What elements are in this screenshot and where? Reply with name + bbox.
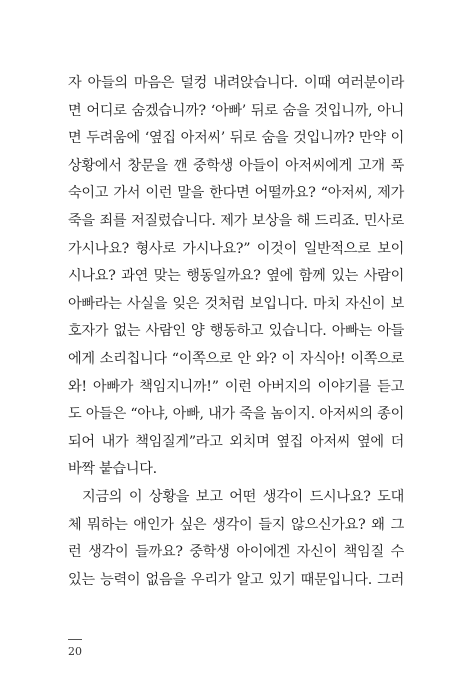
text-line: 아빠라는 사실을 잊은 것처럼 보입니다. 마치 자신이 보 bbox=[68, 295, 404, 312]
text-line: 면 두려움에 ‘옆집 아저씨’ 뒤로 숨을 것입니까? 만약 이 bbox=[68, 130, 404, 147]
paragraph-start-line: 지금의 이 상황을 보고 어떤 생각이 드시나요? 도대 bbox=[82, 488, 404, 505]
page-number: 20 bbox=[68, 645, 82, 658]
text-line: 런 생각이 들까요? 중학생 아이에겐 자신이 책임질 수 bbox=[68, 544, 404, 561]
text-line: 죽을 죄를 저질렀습니다. 제가 보상을 해 드리죠. 민사로 bbox=[68, 212, 404, 229]
text-line: 상황에서 창문을 깬 중학생 아들이 아저씨에게 고개 푹 bbox=[68, 157, 404, 174]
text-line: 에게 소리칩니다 “이쪽으로 안 와? 이 자식아! 이쪽으로 bbox=[68, 350, 404, 367]
text-line: 호자가 없는 사람인 양 행동하고 있습니다. 아빠는 아들 bbox=[68, 323, 404, 340]
footer-rule bbox=[68, 639, 82, 640]
text-line: 자 아들의 마음은 덜컹 내려앉습니다. 이때 여러분이라 bbox=[68, 75, 404, 91]
text-line: 있는 능력이 없음을 우리가 알고 있기 때문입니다. 그러 bbox=[68, 571, 404, 588]
text-line: 도 아들은 “아냐, 아빠, 내가 죽을 놈이지. 아저씨의 종이 bbox=[68, 406, 404, 423]
body-text bbox=[68, 70, 404, 594]
text-line: 와! 아빠가 책임지니까!” 이런 아버지의 이야기를 듣고 bbox=[68, 378, 404, 395]
text-line: 체 뭐하는 애인가 싶은 생각이 들지 않으신가요? 왜 그 bbox=[68, 516, 404, 533]
text-line: 면 어디로 숨겠습니까? ‘아빠’ 뒤로 숨을 것입니까, 아니 bbox=[68, 102, 404, 119]
text-line: 가시나요? 형사로 가시나요?” 이것이 일반적으로 보이 bbox=[68, 240, 404, 257]
text-line: 시나요? 과연 맞는 행동일까요? 옆에 함께 있는 사람이 bbox=[68, 268, 404, 285]
text-line: 되어 내가 책임질게”라고 외치며 옆집 아저씨 옆에 더 bbox=[68, 433, 404, 450]
paragraph-end-line: 바짝 붙습니다. bbox=[68, 461, 157, 478]
text-line: 숙이고 가서 이런 말을 한다면 어떨까요? “아저씨, 제가 bbox=[68, 185, 404, 202]
